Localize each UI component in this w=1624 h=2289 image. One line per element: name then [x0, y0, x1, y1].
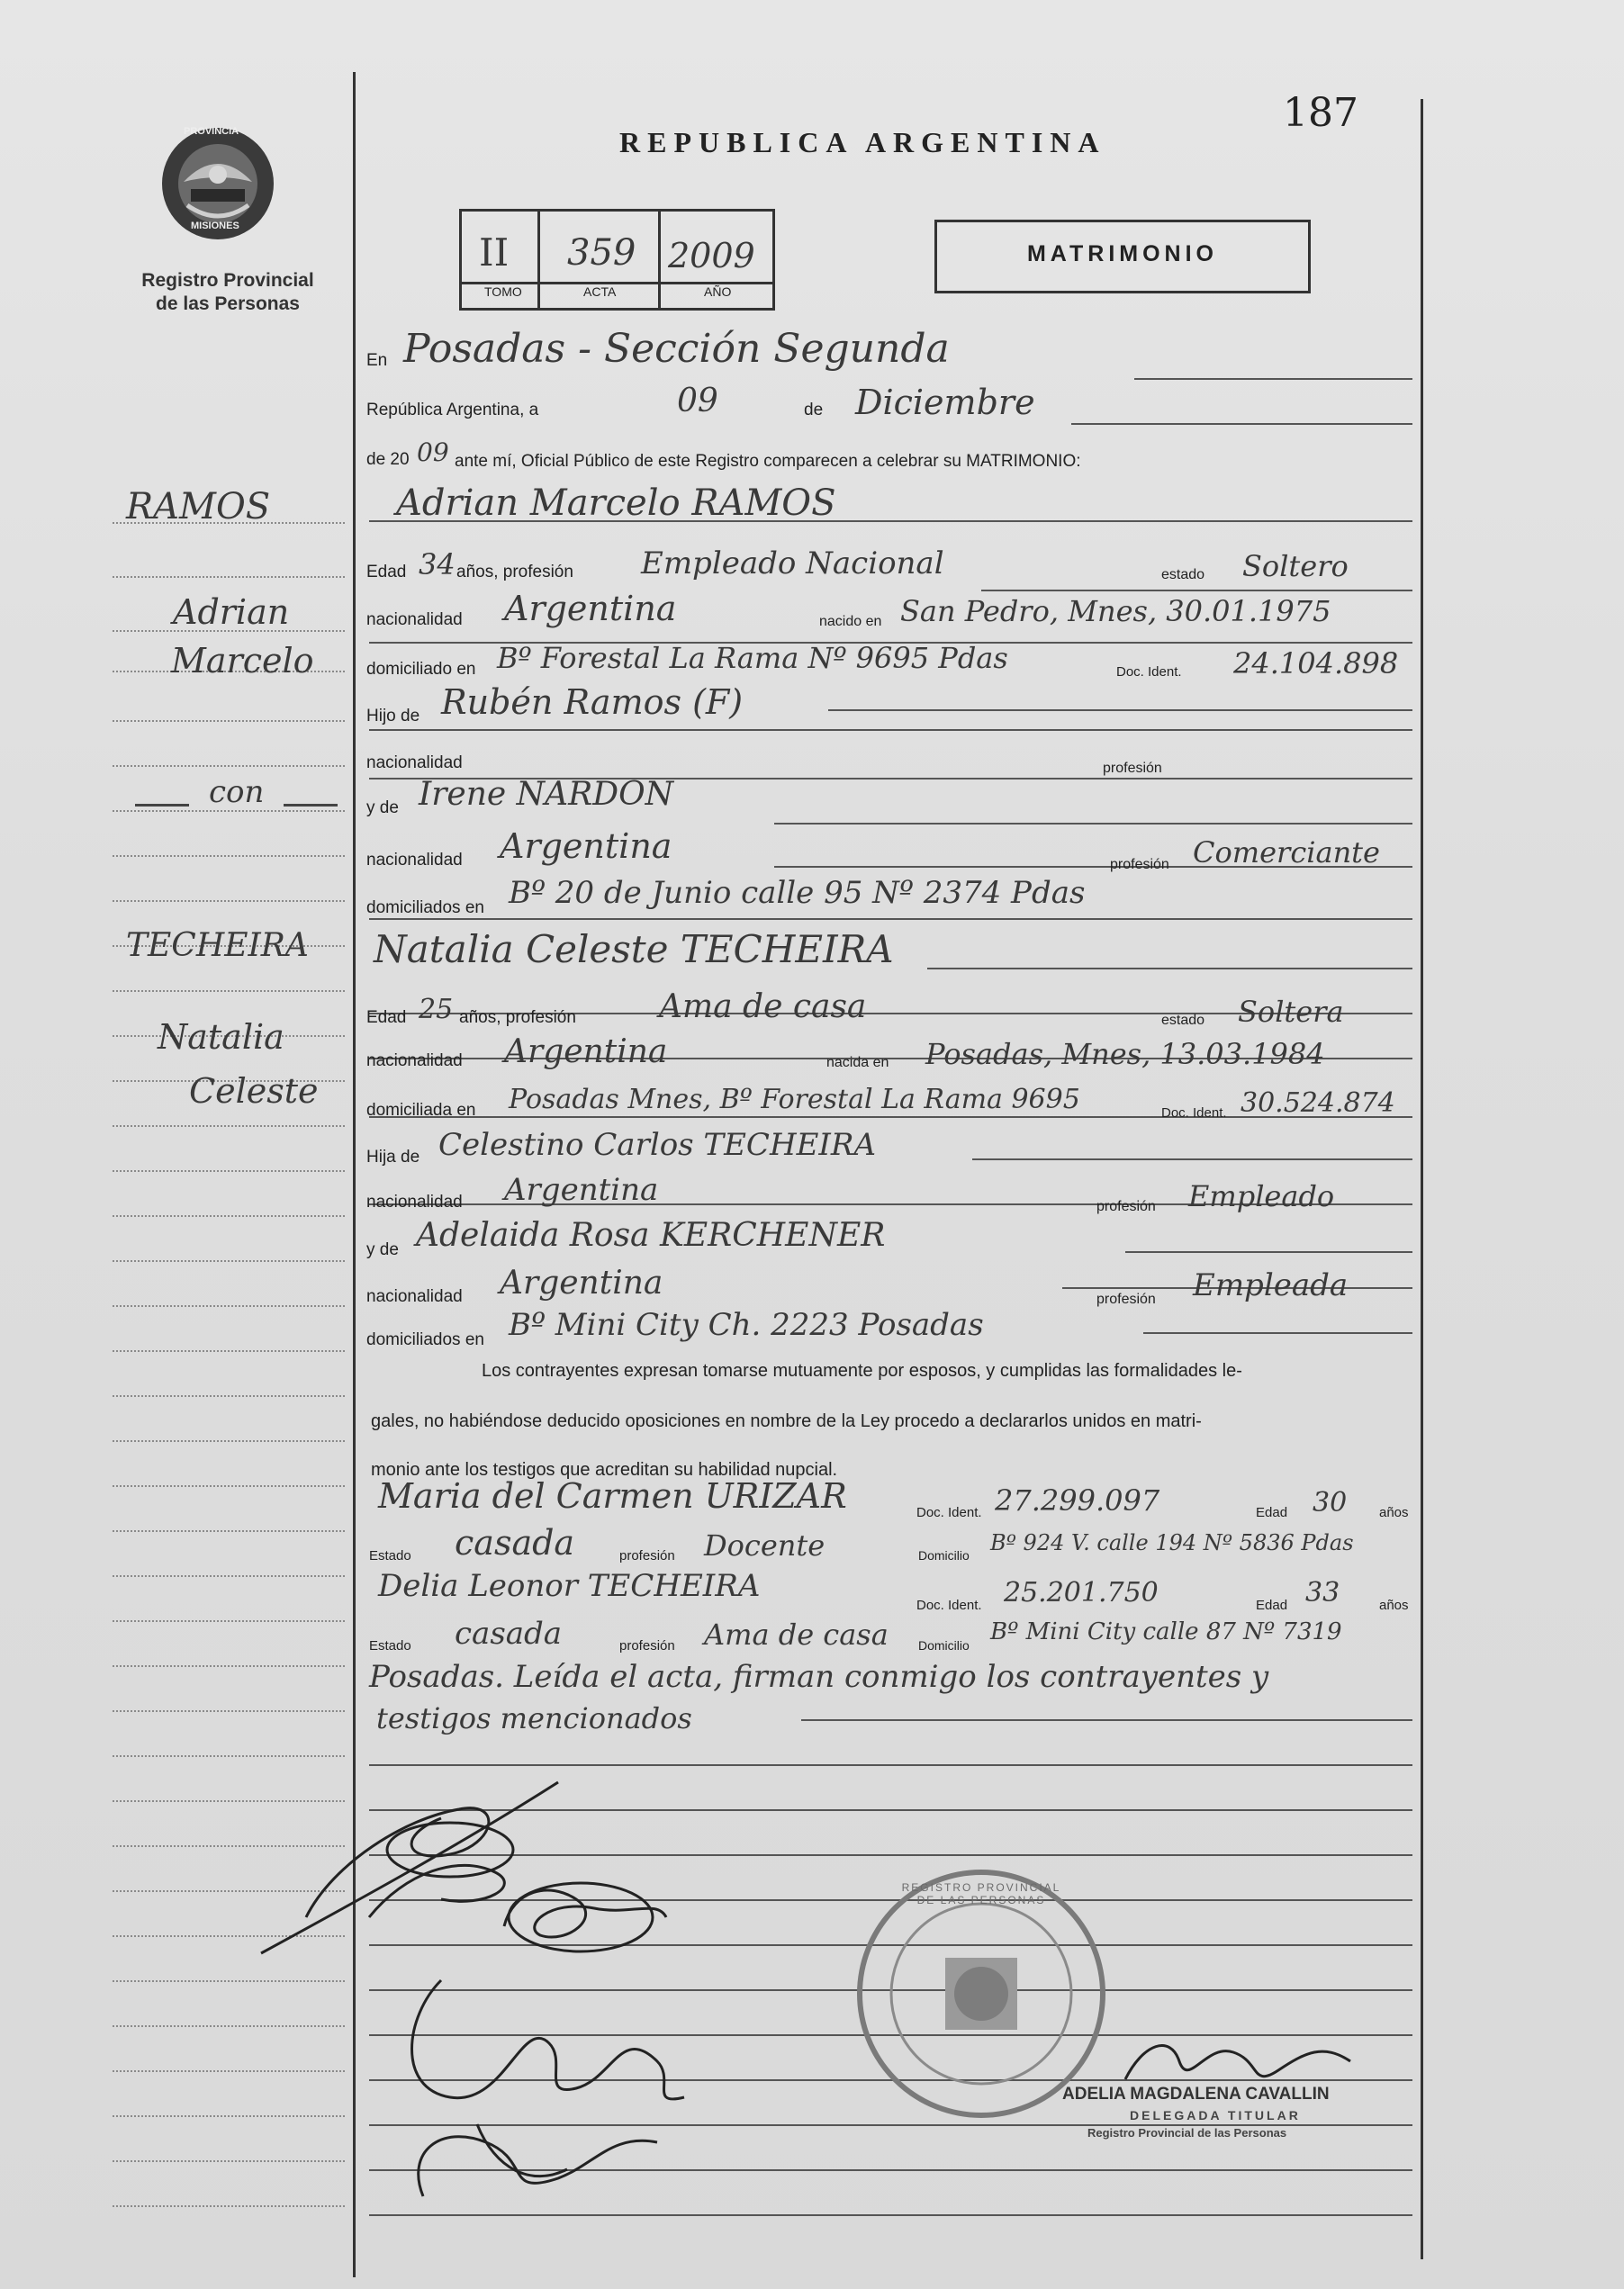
label-profesion-gf: profesión [1103, 761, 1162, 776]
label-doc-w2: Doc. Ident. [916, 1598, 982, 1613]
label-y-de-groom: y de [366, 798, 399, 817]
signature-icon [495, 1872, 675, 1962]
label-edad-w2: Edad [1256, 1598, 1288, 1613]
groom-age: 34 [419, 547, 456, 581]
label-estado-w2: Estado [369, 1638, 411, 1654]
formal-text-2: gales, no habiéndose deducido oposiciones en nombre de la Ley procedo a declararlos unidos en matri- [371, 1411, 1202, 1431]
witness2-name: Delia Leonor TECHEIRA [378, 1568, 761, 1604]
bride-father-profession: Empleado [1188, 1179, 1335, 1213]
margin-connector: con [209, 774, 265, 810]
label-domiciliado-en: domiciliado en [366, 660, 476, 679]
bride-mother-profession: Empleada [1193, 1267, 1349, 1303]
groom-mother-nationality: Argentina [500, 826, 672, 866]
groom-full-name: Adrian Marcelo RAMOS [396, 482, 836, 524]
label-nacido-en: nacido en [819, 614, 882, 629]
witness1-profession: Docente [704, 1528, 826, 1563]
groom-nationality: Argentina [504, 589, 677, 628]
signature-icon [387, 1962, 702, 2205]
tomo-label: TOMO [484, 284, 522, 299]
acta-value: 359 [567, 232, 636, 274]
label-y-de-bride: y de [366, 1240, 399, 1259]
label-domicilio-w2: Domicilio [918, 1638, 970, 1653]
groom-parents-address: Bº 20 de Junio calle 95 Nº 2374 Pdas [509, 875, 1086, 911]
label-doc-bride: Doc. Ident. [1161, 1105, 1227, 1121]
witness2-profession: Ama de casa [704, 1618, 889, 1652]
groom-mother: Irene NARDON [419, 776, 674, 813]
year-suffix: 09 [417, 437, 449, 467]
month: Diciembre [855, 383, 1035, 422]
bride-birth: Posadas, Mnes, 13.03.1984 [925, 1037, 1325, 1071]
margin-bride-name-1: Natalia [158, 1017, 284, 1057]
groom-father: Rubén Ramos (F) [441, 682, 744, 722]
label-doc-groom: Doc. Ident. [1116, 664, 1182, 680]
seal-text: REGISTRO PROVINCIAL DE LAS PERSONAS [901, 1881, 1061, 1906]
label-anos-w1: años [1379, 1505, 1409, 1520]
closing-line-2: testigos mencionados [376, 1701, 692, 1735]
bride-mother: Adelaida Rosa KERCHENER [416, 1217, 886, 1254]
official-title: DELEGADA TITULAR [1130, 2108, 1301, 2122]
label-nacionalidad-bf: nacionalidad [366, 1193, 463, 1212]
registry-name-line1: Registro Provincial [141, 270, 314, 291]
label-ante: ante mí, Oficial Público de este Registro comparecen a celebrar su MATRIMONIO: [455, 452, 1081, 471]
bride-nationality: Argentina [504, 1033, 668, 1070]
margin-groom-surname: RAMOS [126, 486, 271, 527]
label-nacida-en: nacida en [826, 1055, 889, 1070]
label-nacionalidad-bm: nacionalidad [366, 1287, 463, 1306]
groom-doc: 24.104.898 [1233, 646, 1399, 680]
ano-value: 2009 [668, 236, 755, 275]
label-hijo-de: Hijo de [366, 707, 420, 725]
label-edad-w1: Edad [1256, 1505, 1288, 1520]
label-profesion-w2: profesión [619, 1638, 675, 1654]
day: 09 [677, 383, 718, 419]
label-estado-groom: estado [1161, 567, 1205, 582]
groom-profession: Empleado Nacional [641, 545, 944, 581]
witness1-status: casada [455, 1523, 575, 1563]
label-profesion-bf: profesión [1096, 1199, 1156, 1214]
label-domiciliada-en: domiciliada en [366, 1101, 476, 1120]
margin-bride-surname: TECHEIRA [126, 927, 309, 964]
label-doc-w1: Doc. Ident. [916, 1505, 982, 1520]
page-number: 187 [1283, 90, 1358, 136]
label-profesion-w1: profesión [619, 1548, 675, 1564]
emblem-text-bottom: MISIONES [191, 221, 239, 231]
official-office: Registro Provincial de las Personas [1087, 2126, 1287, 2140]
acta-label: ACTA [583, 284, 617, 299]
bride-status: Soltera [1238, 995, 1344, 1029]
label-domicilio-w1: Domicilio [918, 1548, 970, 1563]
witness1-name: Maria del Carmen URIZAR [378, 1476, 847, 1516]
bride-father: Celestino Carlos TECHEIRA [438, 1127, 876, 1163]
margin-bride-name-2: Celeste [189, 1071, 319, 1111]
label-anos-w2: años [1379, 1598, 1409, 1613]
label-en: En [366, 351, 388, 370]
label-de-month: de [804, 401, 824, 419]
witness1-doc: 27.299.097 [995, 1483, 1160, 1518]
label-anos-prof-groom: años, profesión [456, 563, 573, 581]
place: Posadas - Sección Segunda [403, 326, 950, 372]
bride-doc: 30.524.874 [1241, 1087, 1395, 1119]
groom-birth: San Pedro, Mnes, 30.01.1975 [900, 594, 1331, 628]
label-nacionalidad-gf: nacionalidad [366, 753, 463, 772]
label-estado-w1: Estado [369, 1548, 411, 1564]
label-domiciliados-groom: domiciliados en [366, 898, 484, 917]
label-nacionalidad-bride: nacionalidad [366, 1051, 463, 1070]
bride-parents-address: Bº Mini City Ch. 2223 Posadas [509, 1307, 984, 1343]
label-nacionalidad-groom: nacionalidad [366, 610, 463, 629]
label-edad-groom: Edad [366, 563, 407, 581]
label-hija-de: Hija de [366, 1148, 420, 1167]
bride-father-nationality: Argentina [504, 1172, 659, 1208]
tomo-value: II [479, 230, 510, 275]
label-nacionalidad-gm: nacionalidad [366, 851, 463, 870]
bride-address: Posadas Mnes, Bº Forestal La Rama 9695 [509, 1084, 1080, 1115]
bride-age: 25 [419, 994, 454, 1025]
groom-status: Soltero [1242, 549, 1349, 583]
witness2-age: 33 [1305, 1577, 1340, 1609]
witness1-age: 30 [1313, 1487, 1348, 1518]
label-profesion-bm: profesión [1096, 1292, 1156, 1307]
margin-groom-name-1: Adrian [173, 592, 290, 632]
formal-text-3: monio ante los testigos que acreditan su habilidad nupcial. [371, 1460, 838, 1480]
witness2-address: Bº Mini City calle 87 Nº 7319 [990, 1618, 1342, 1645]
witness2-doc: 25.201.750 [1004, 1577, 1159, 1609]
ano-label: AÑO [704, 284, 732, 299]
right-border-line [1421, 99, 1423, 2259]
label-edad-bride: Edad [366, 1008, 407, 1027]
closing-line-1: Posadas. Leída el acta, firman conmigo los contrayentes y [369, 1659, 1269, 1695]
label-domiciliados-bride: domiciliados en [366, 1330, 484, 1349]
bride-profession: Ama de casa [659, 988, 867, 1025]
groom-mother-profession: Comerciante [1193, 835, 1380, 870]
emblem-text-top: PROVINCIA [184, 126, 239, 137]
label-profesion-gm: profesión [1110, 857, 1169, 872]
label-de-20: de 20 [366, 450, 410, 469]
official-name: ADELIA MAGDALENA CAVALLIN [1062, 2085, 1330, 2104]
margin-groom-name-2: Marcelo [171, 641, 314, 680]
label-republica: República Argentina, a [366, 401, 539, 419]
label-estado-bride: estado [1161, 1013, 1205, 1028]
bride-mother-nationality: Argentina [500, 1265, 663, 1302]
groom-address: Bº Forestal La Rama Nº 9695 Pdas [497, 641, 1008, 675]
act-type: MATRIMONIO [1026, 241, 1218, 266]
formal-text-1: Los contrayentes expresan tomarse mutuamente por esposos, y cumplidas las formalidades le- [482, 1361, 1242, 1381]
registry-name-line2: de las Personas [156, 293, 300, 314]
country-title: REPUBLICA ARGENTINA [619, 126, 1106, 158]
witness1-address: Bº 924 V. calle 194 Nº 5836 Pdas [990, 1530, 1354, 1555]
label-anos-prof-bride: años, profesión [459, 1008, 576, 1027]
bride-full-name: Natalia Celeste TECHEIRA [374, 927, 894, 971]
witness2-status: casada [455, 1616, 563, 1652]
